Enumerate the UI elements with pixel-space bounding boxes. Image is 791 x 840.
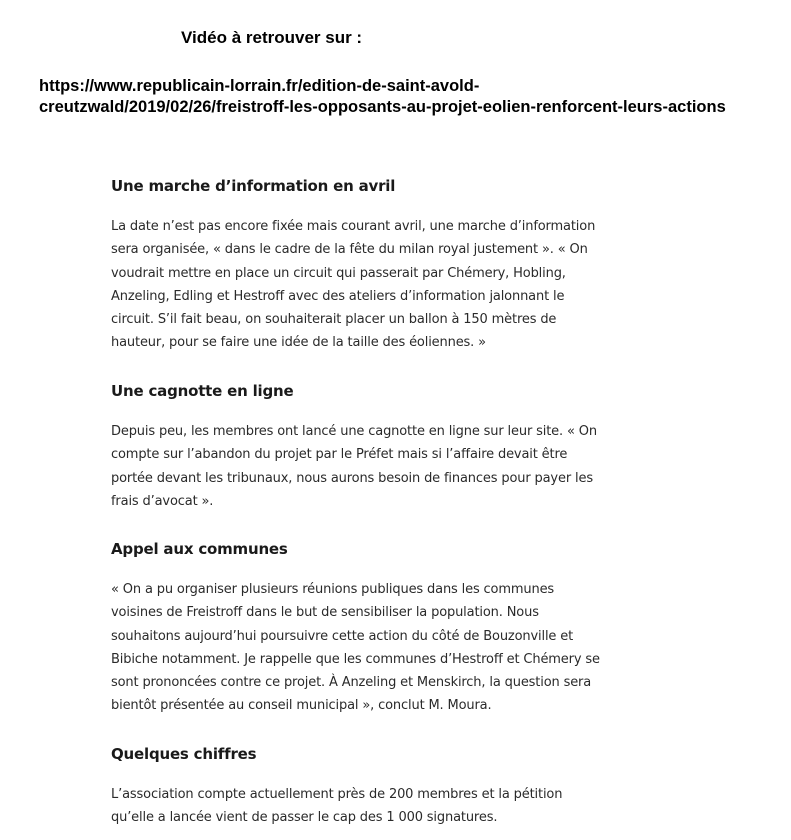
paragraph-line: « On a pu organiser plusieurs réunions publiques dans les communes xyxy=(111,582,555,597)
section-title-chiffres: Quelques chiffres xyxy=(111,745,257,763)
paragraph-line: compte sur l’abandon du projet par le Préfet mais si l’affaire devait être xyxy=(111,447,568,463)
paragraph-line: Depuis peu, les membres ont lancé une cagnotte en ligne sur leur site. « On xyxy=(111,424,597,439)
section-title-cagnotte: Une cagnotte en ligne xyxy=(111,382,294,400)
paragraph-line: qu’elle a lancée vient de passer le cap des 1 000 signatures. xyxy=(111,810,498,826)
paragraph-line: L’association compte actuellement près de 200 membres et la pétition xyxy=(111,787,563,802)
section-title-communes: Appel aux communes xyxy=(111,540,288,558)
video-url-line-1[interactable]: https://www.republicain-lorrain.fr/edition-de-saint-avold- xyxy=(39,77,480,95)
video-url-link[interactable] xyxy=(39,76,784,118)
paragraph-line: souhaitons aujourd’hui poursuivre cette action du côté de Bouzonville et xyxy=(111,628,574,644)
section-body-cagnotte xyxy=(111,420,597,513)
video-url-line-2[interactable]: creutzwald/2019/02/26/freistroff-les-opposants-au-projet-eolien-renforcent-leurs-actions xyxy=(39,98,726,116)
paragraph-line: bientôt présentée au conseil municipal », conclut M. Moura. xyxy=(111,698,492,714)
paragraph-line: sont prononcées contre ce projet. À Anzeling et Menskirch, la question sera xyxy=(111,675,592,691)
video-label: Vidéo à retrouver sur : xyxy=(181,28,363,47)
paragraph-line: La date n’est pas encore fixée mais courant avril, une marche d’information xyxy=(111,219,596,234)
paragraph-line: sera organisée, « dans le cadre de la fête du milan royal justement ». « On xyxy=(111,242,588,258)
section-body-marche xyxy=(111,215,595,355)
paragraph-line: Anzeling, Edling et Hestroff avec des ateliers d’information jalonnant le xyxy=(111,288,565,304)
section-body-chiffres xyxy=(111,783,562,830)
section-title-marche: Une marche d’information en avril xyxy=(111,177,396,195)
paragraph-line: frais d’avocat ». xyxy=(111,493,214,509)
section-body-communes xyxy=(111,578,600,718)
paragraph-line: Bibiche notamment. Je rappelle que les communes d’Hestroff et Chémery se xyxy=(111,651,600,667)
paragraph-line: circuit. S’il fait beau, on souhaiterait placer un ballon à 150 mètres de xyxy=(111,312,557,328)
paragraph-line: hauteur, pour se faire une idée de la taille des éoliennes. » xyxy=(111,335,486,351)
paragraph-line: voisines de Freistroff dans le but de sensibiliser la population. Nous xyxy=(111,605,539,621)
paragraph-line: voudrait mettre en place un circuit qui passerait par Chémery, Hobling, xyxy=(111,265,566,281)
paragraph-line: portée devant les tribunaux, nous aurons besoin de finances pour payer les xyxy=(111,470,593,486)
